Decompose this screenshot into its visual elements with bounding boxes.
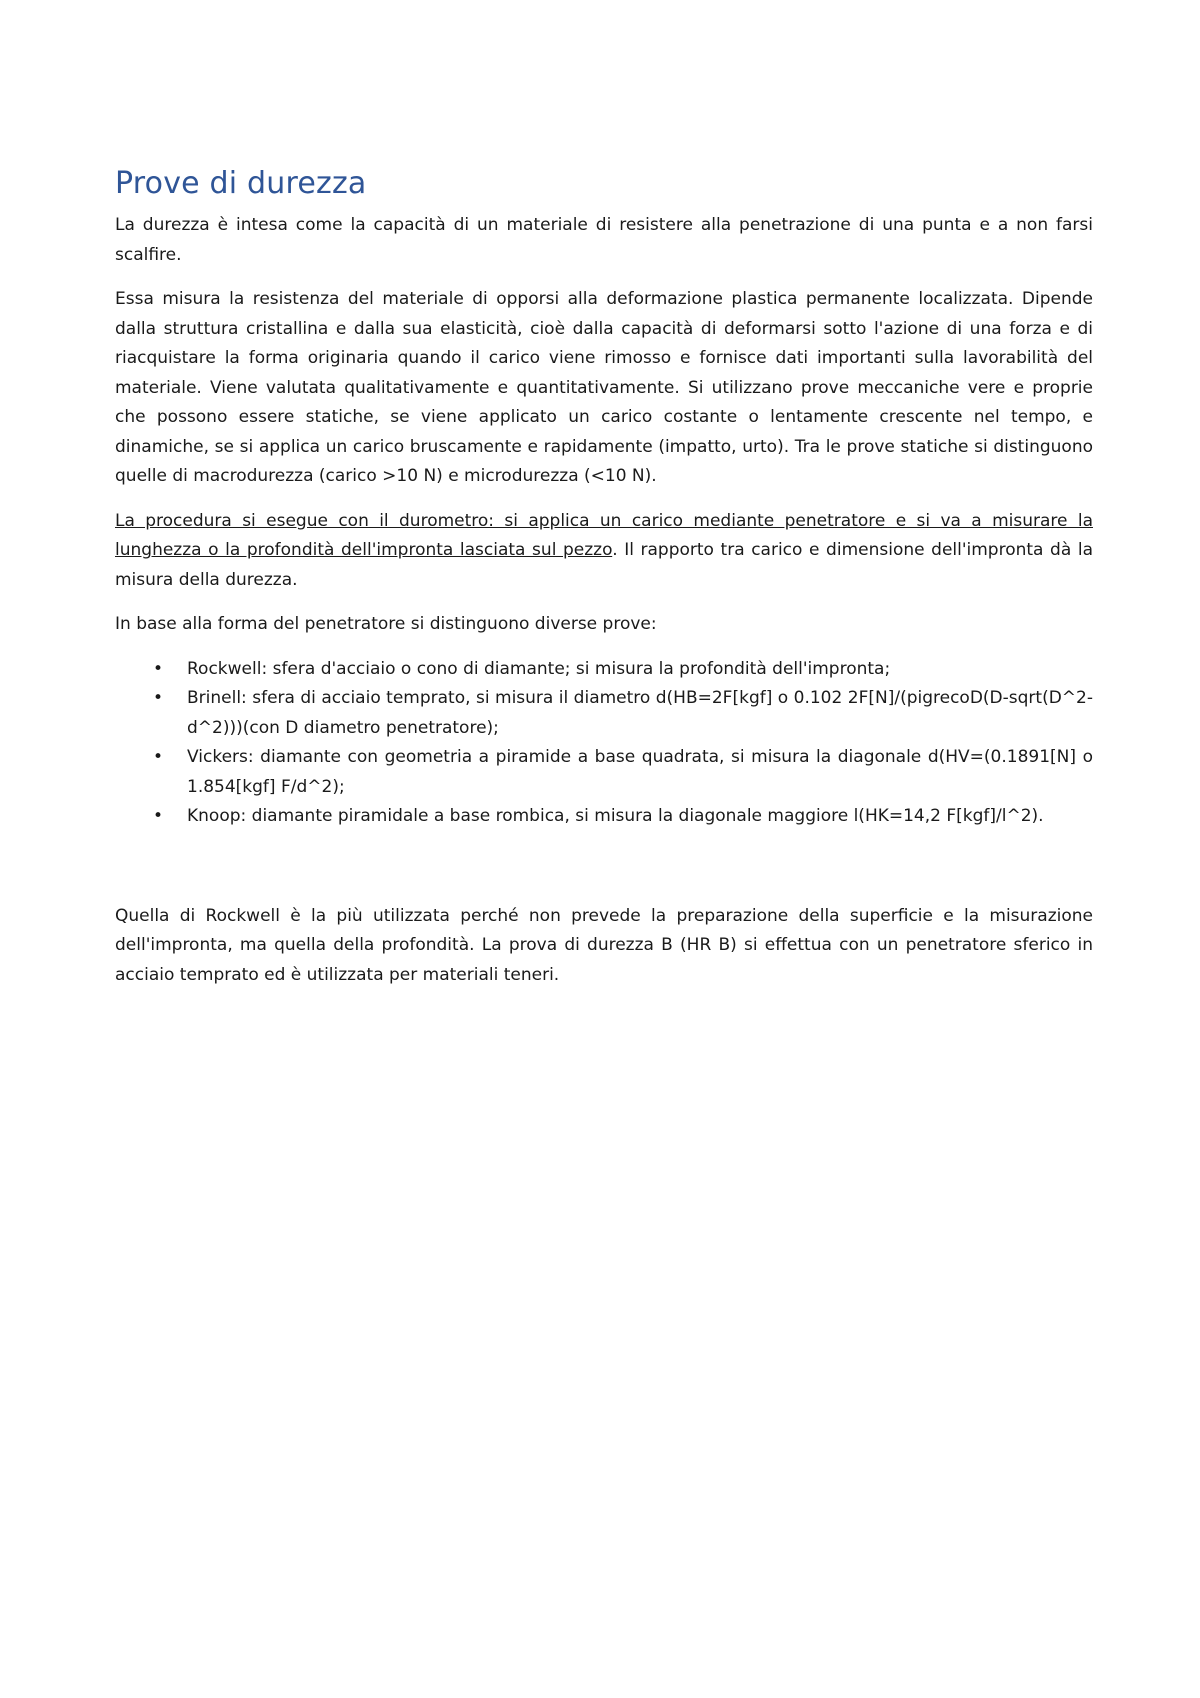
underlined-procedure-text: La procedura si esegue con il durometro: si applica un carico mediante penetratore e si va a misurare la lunghezza o la profondità dell'impronta lasciata sul pezzo — [115, 510, 1093, 560]
document-title: Prove di durezza — [115, 166, 367, 201]
paragraph-description: Essa misura la resistenza del materiale di opporsi alla deformazione plastica permanente localizzata. Dipende dalla struttura cristallina e dalla sua elasticità, cioè dalla capacità di deformarsi sotto l'azione di una forza e di riacquistare la forma originaria quando il carico viene rimosso e fornisce dati importanti sulla lavorabilità del materiale. Viene valutata qualitativamente e quantitativamente. Si utilizzano prove meccaniche vere e proprie che possono essere statiche, se viene applicato un carico costante o lentamente crescente nel tempo, e dinamiche, se si applica un carico bruscamente e rapidamente (impatto, urto). Tra le prove statiche si distinguono quelle di macrodurezza (carico >10 N) e microdurezza (<10 N). — [115, 289, 1093, 486]
test-types-list — [115, 655, 1093, 832]
paragraph-list-intro: In base alla forma del penetratore si distinguono diverse prove: — [115, 614, 657, 634]
list-item — [153, 655, 1093, 685]
list-item-text: Vickers: diamante con geometria a piramide a base quadrata, si misura la diagonale d(HV=(0.1891[N] o 1.854[kgf] F/d^2); — [187, 747, 1093, 797]
bullet-icon: • — [153, 806, 164, 826]
paragraph-definition: La durezza è intesa come la capacità di un materiale di resistere alla penetrazione di una punta e a non farsi scalfire. — [115, 215, 1093, 265]
paragraph-rockwell: Quella di Rockwell è la più utilizzata perché non prevede la preparazione della superficie e la misurazione dell'impronta, ma quella della profondità. La prova di durezza B (HR B) si effettua con un penetratore sferico in acciaio temprato ed è utilizzata per materiali teneri. — [115, 905, 1093, 985]
bullet-icon: • — [153, 658, 164, 679]
list-item — [153, 802, 1093, 832]
document-page — [115, 165, 1093, 1005]
list-item — [153, 743, 1093, 802]
spacer — [115, 832, 1093, 902]
procedure-text-rest: . Il rapporto tra carico e dimensione dell'impronta dà la misura della durezza. — [115, 540, 1093, 590]
list-item-text: Rockwell: sfera d'acciaio o cono di diamante; si misura la profondità dell'impronta; — [187, 658, 891, 679]
list-item — [153, 684, 1093, 743]
bullet-icon: • — [153, 688, 164, 708]
list-item-text: Knoop: diamante piramidale a base rombica, si misura la diagonale maggiore l(HK=14,2 F[kgf]/l^2). — [187, 806, 1044, 826]
bullet-icon: • — [153, 747, 164, 767]
paragraph-procedure — [115, 507, 1093, 596]
list-item-text: Brinell: sfera di acciaio temprato, si misura il diametro d(HB=2F[kgf] o 0.102 2F[N]/(pigrecoD(D-sqrt(D^2-d^2)))(con D diametro penetratore); — [187, 688, 1093, 738]
